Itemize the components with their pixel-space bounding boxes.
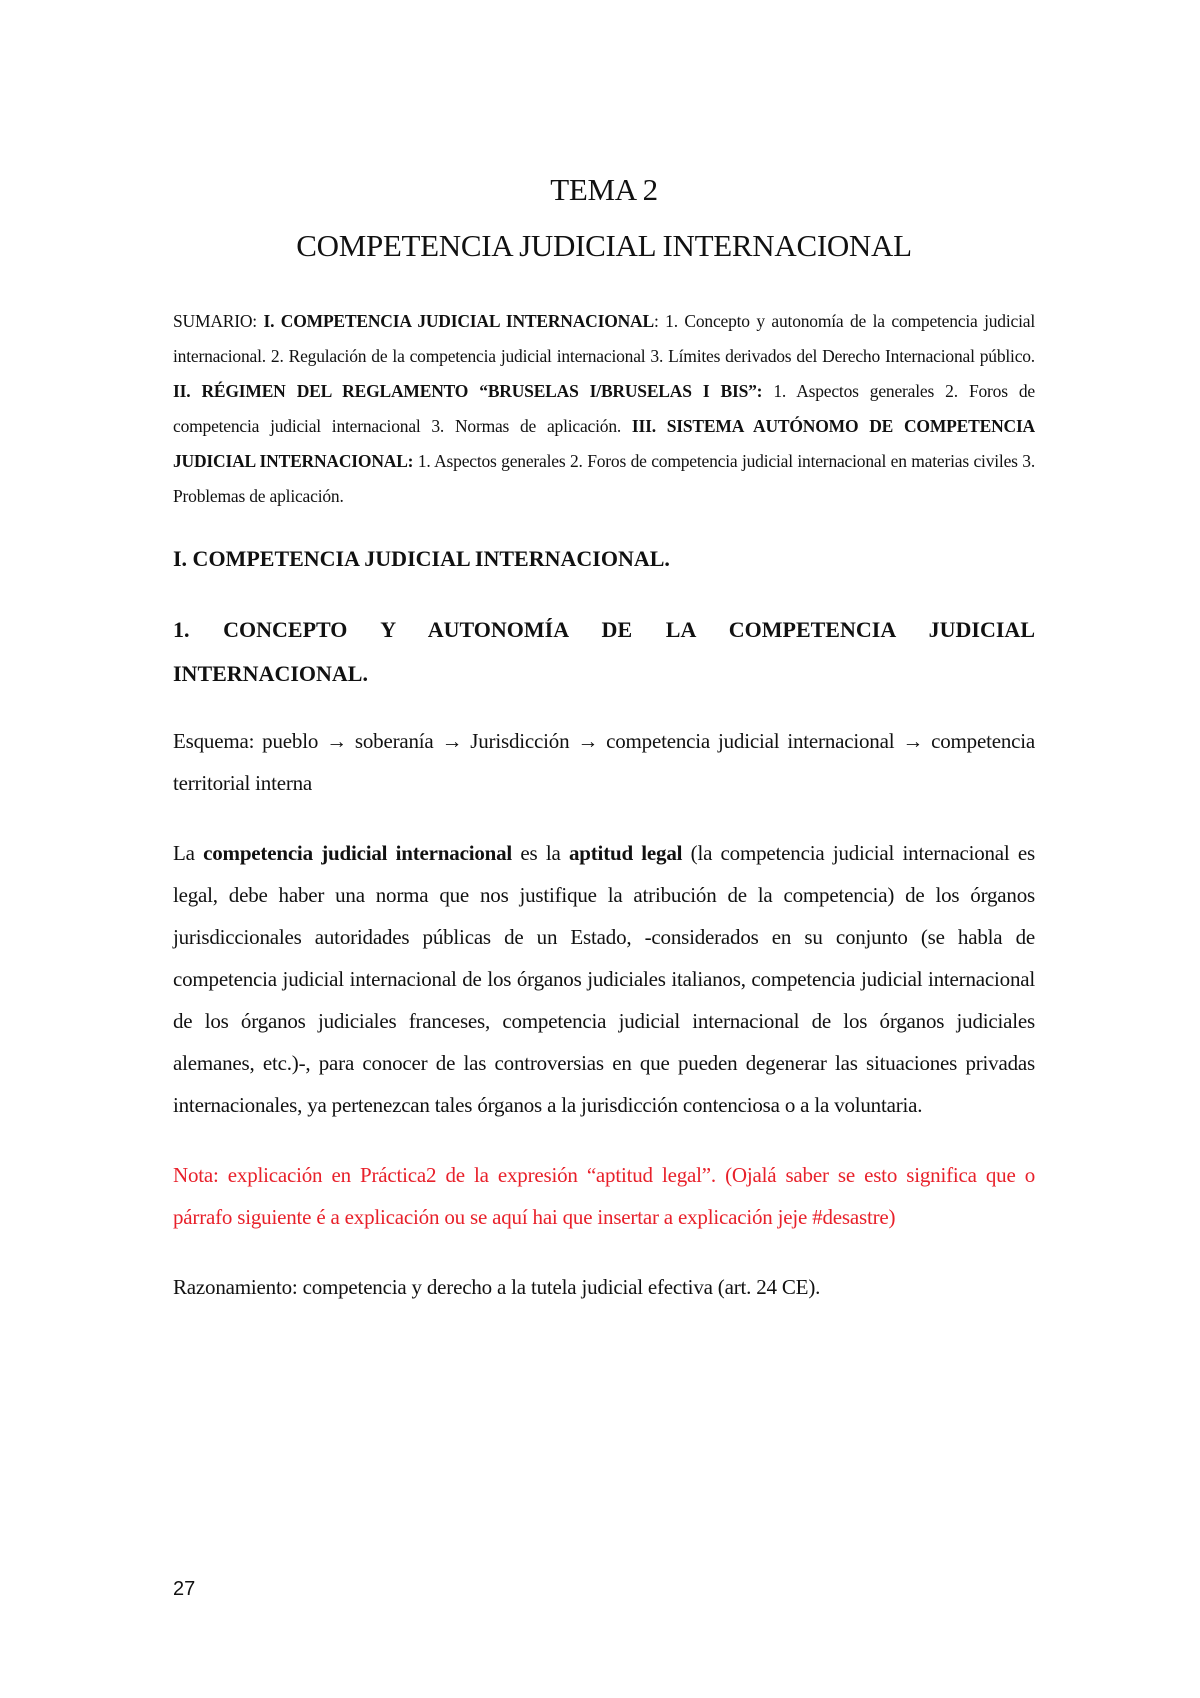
sumario-section-3-title: III. SISTEMA AUTÓNOMO DE COMPETENCIA JUDICIAL INTERNACIONAL: xyxy=(173,416,1035,471)
sumario-section-1-text: : 1. Concepto y autonomía de la competencia judicial internacional. 2. Regulación de la competencia judicial internacional 3. Límites derivados del Derecho Internacional público. xyxy=(173,311,1035,366)
razonamiento-paragraph: Razonamiento: competencia y derecho a la tutela judicial efectiva (art. 24 CE). xyxy=(173,1275,821,1299)
page-number: 27 xyxy=(173,1578,196,1600)
definition-term-1: competencia judicial internacional xyxy=(203,841,513,865)
definition-term-2: aptitud legal xyxy=(568,841,683,865)
sumario-label: SUMARIO: xyxy=(173,311,264,331)
page-content xyxy=(173,168,1035,1308)
sumario-section-3-text: 1. Aspectos generales 2. Foros de competencia judicial internacional en materias civiles 3. Problemas de aplicación. xyxy=(173,451,1035,506)
sumario-paragraph xyxy=(173,304,1035,514)
section-heading: I. COMPETENCIA JUDICIAL INTERNACIONAL. xyxy=(173,546,670,571)
subsection-heading: 1. CONCEPTO Y AUTONOMÍA DE LA COMPETENCIA JUDICIAL INTERNACIONAL. xyxy=(173,617,1035,686)
note-paragraph: Nota: explicación en Práctica2 de la expresión “aptitud legal”. (Ojalá saber se esto significa que o párrafo siguiente é a explicación ou se aquí hai que insertar a explicación jeje #desastre) xyxy=(173,1163,1035,1229)
esquema-paragraph: Esquema: pueblo → soberanía → Jurisdicción → competencia judicial internacional → competencia territorial interna xyxy=(173,729,1035,795)
sumario-section-2-text: 1. Aspectos generales 2. Foros de competencia judicial internacional 3. Normas de aplicación. xyxy=(173,381,1035,436)
sumario-section-1-title: I. COMPETENCIA JUDICIAL INTERNACIONAL xyxy=(263,311,654,331)
page-subtitle: COMPETENCIA JUDICIAL INTERNACIONAL xyxy=(296,228,912,263)
definition-text-1: La xyxy=(173,841,204,865)
definition-paragraph xyxy=(173,832,1035,1126)
definition-text-3: (la competencia judicial internacional es legal, debe haber una norma que nos justifique la atribución de la competencia) de los órganos jurisdiccionales autoridades públicas de un Estado, -considerados en su conjunto (se habla de competencia judicial internacional de los órganos judiciales italianos, competencia judicial internacional de los órganos judiciales franceses, competencia judicial internacional de los órganos judiciales alemanes, etc.)-, para conocer de las controversias en que pueden degenerar las situaciones privadas internacionales, ya pertenezcan tales órganos a la jurisdicción contenciosa o a la voluntaria. xyxy=(173,841,1036,1117)
sumario-section-2-title: II. RÉGIMEN DEL REGLAMENTO “BRUSELAS I/BRUSELAS I BIS”: xyxy=(173,381,763,401)
definition-text-2: es la xyxy=(512,841,569,865)
page-title: TEMA 2 xyxy=(550,172,658,207)
